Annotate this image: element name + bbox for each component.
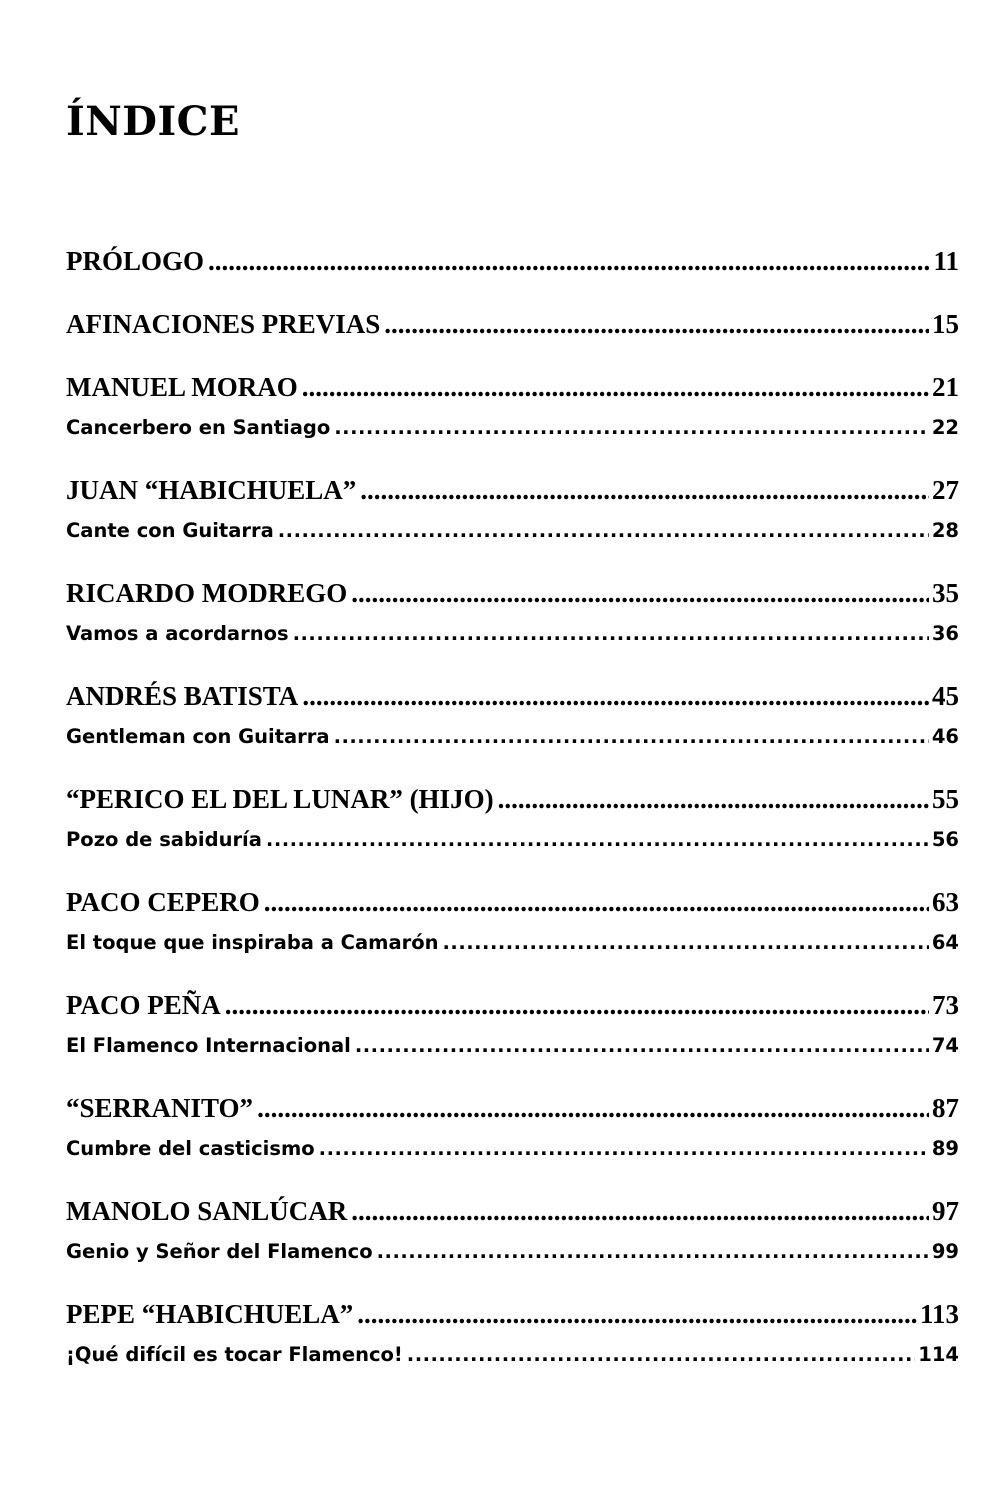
dot-leader: [302, 366, 929, 408]
section-title: El toque que inspiraba a Camarón: [66, 931, 439, 954]
toc-chapter-manuel-morao[interactable]: [66, 366, 959, 408]
page-number: 22: [931, 416, 959, 439]
toc-section-el-toque-que-inspiraba[interactable]: [66, 923, 959, 963]
dot-leader: [355, 1026, 929, 1066]
toc-chapter-andres-batista[interactable]: [66, 675, 959, 717]
dot-leader: [278, 511, 929, 551]
dot-leader: [319, 1129, 929, 1169]
section-title: El Flamenco Internacional: [66, 1034, 351, 1057]
page-number: 64: [931, 931, 959, 954]
toc-section-cante-con-guitarra[interactable]: [66, 511, 959, 551]
section-title: Genio y Señor del Flamenco: [66, 1240, 373, 1263]
dot-leader: [357, 1293, 917, 1335]
page-number: 56: [931, 828, 959, 851]
page-number: 63: [932, 887, 959, 917]
page-number: 45: [932, 681, 959, 711]
dot-leader: [334, 408, 929, 448]
page-number: 36: [931, 622, 959, 645]
section-title: Cancerbero en Santiago: [66, 416, 331, 439]
toc-chapter-prologo[interactable]: [66, 240, 959, 282]
dot-leader: [264, 881, 929, 923]
chapter-title: ANDRÉS BATISTA: [66, 681, 299, 711]
chapter-title: MANUEL MORAO: [66, 372, 298, 402]
dot-leader: [351, 572, 929, 614]
toc-section-cumbre-del-casticismo[interactable]: [66, 1129, 959, 1169]
chapter-title: PACO PEÑA: [66, 990, 221, 1020]
page-number: 27: [932, 475, 959, 505]
page-number: 73: [932, 990, 959, 1020]
page-number: 87: [932, 1093, 959, 1123]
toc-section-que-dificil-es-tocar[interactable]: [66, 1335, 959, 1375]
toc-chapter-perico-el-del-lunar[interactable]: [66, 778, 959, 820]
toc-section-cancerbero-en-santiago[interactable]: [66, 408, 959, 448]
chapter-title: MANOLO SANLÚCAR: [66, 1196, 348, 1226]
toc-chapter-juan-habichuela[interactable]: [66, 469, 959, 511]
page-number: 55: [932, 784, 959, 814]
section-title: Cante con Guitarra: [66, 519, 274, 542]
page-number: 113: [919, 1299, 959, 1329]
dot-leader: [208, 240, 930, 282]
chapter-title: PACO CEPERO: [66, 887, 260, 917]
chapter-title: AFINACIONES PREVIAS: [66, 309, 381, 339]
section-title: Cumbre del casticismo: [66, 1137, 315, 1160]
toc-section-genio-y-senor[interactable]: [66, 1232, 959, 1272]
dot-leader: [384, 303, 929, 345]
dot-leader: [351, 1190, 929, 1232]
page-number: 114: [918, 1343, 959, 1366]
toc-chapter-paco-cepero[interactable]: [66, 881, 959, 923]
dot-leader: [293, 614, 929, 654]
section-title: Vamos a acordarnos: [66, 622, 289, 645]
section-title: Gentleman con Guitarra: [66, 725, 330, 748]
dot-leader: [443, 923, 929, 963]
toc-chapter-manolo-sanlucar[interactable]: [66, 1190, 959, 1232]
toc-chapter-afinaciones-previas[interactable]: [66, 303, 959, 345]
chapter-title: RICARDO MODREGO: [66, 578, 348, 608]
toc-chapter-paco-pena[interactable]: [66, 984, 959, 1026]
page-number: 21: [932, 372, 959, 402]
page-number: 15: [932, 309, 959, 339]
dot-leader: [225, 984, 929, 1026]
dot-leader: [360, 469, 929, 511]
chapter-title: “SERRANITO”: [66, 1093, 254, 1123]
page-number: 97: [932, 1196, 959, 1226]
toc-section-gentleman-con-guitarra[interactable]: [66, 717, 959, 757]
toc-chapter-ricardo-modrego[interactable]: [66, 572, 959, 614]
section-title: Pozo de sabiduría: [66, 828, 262, 851]
table-of-contents: [66, 240, 959, 1375]
chapter-title: “PERICO EL DEL LUNAR” (HIJO): [66, 784, 494, 814]
toc-section-el-flamenco-internacional[interactable]: [66, 1026, 959, 1066]
dot-leader: [377, 1232, 929, 1272]
dot-leader: [498, 778, 929, 820]
page-number: 74: [931, 1034, 959, 1057]
page-number: 28: [931, 519, 959, 542]
toc-section-pozo-de-sabiduria[interactable]: [66, 820, 959, 860]
page-number: 11: [933, 246, 959, 276]
dot-leader: [257, 1087, 929, 1129]
chapter-title: PRÓLOGO: [66, 246, 205, 276]
page-number: 89: [931, 1137, 959, 1160]
page-number: 35: [932, 578, 959, 608]
page-title: ÍNDICE: [66, 98, 240, 145]
chapter-title: JUAN “HABICHUELA”: [66, 475, 357, 505]
section-title: ¡Qué difícil es tocar Flamenco!: [66, 1343, 403, 1366]
toc-chapter-pepe-habichuela[interactable]: [66, 1293, 959, 1335]
dot-leader: [407, 1335, 915, 1375]
dot-leader: [266, 820, 929, 860]
page-number: 99: [931, 1240, 959, 1263]
page-number: 46: [931, 725, 959, 748]
toc-chapter-serranito[interactable]: [66, 1087, 959, 1129]
chapter-title: PEPE “HABICHUELA”: [66, 1299, 354, 1329]
dot-leader: [302, 675, 929, 717]
toc-section-vamos-a-acordarnos[interactable]: [66, 614, 959, 654]
dot-leader: [334, 717, 929, 757]
